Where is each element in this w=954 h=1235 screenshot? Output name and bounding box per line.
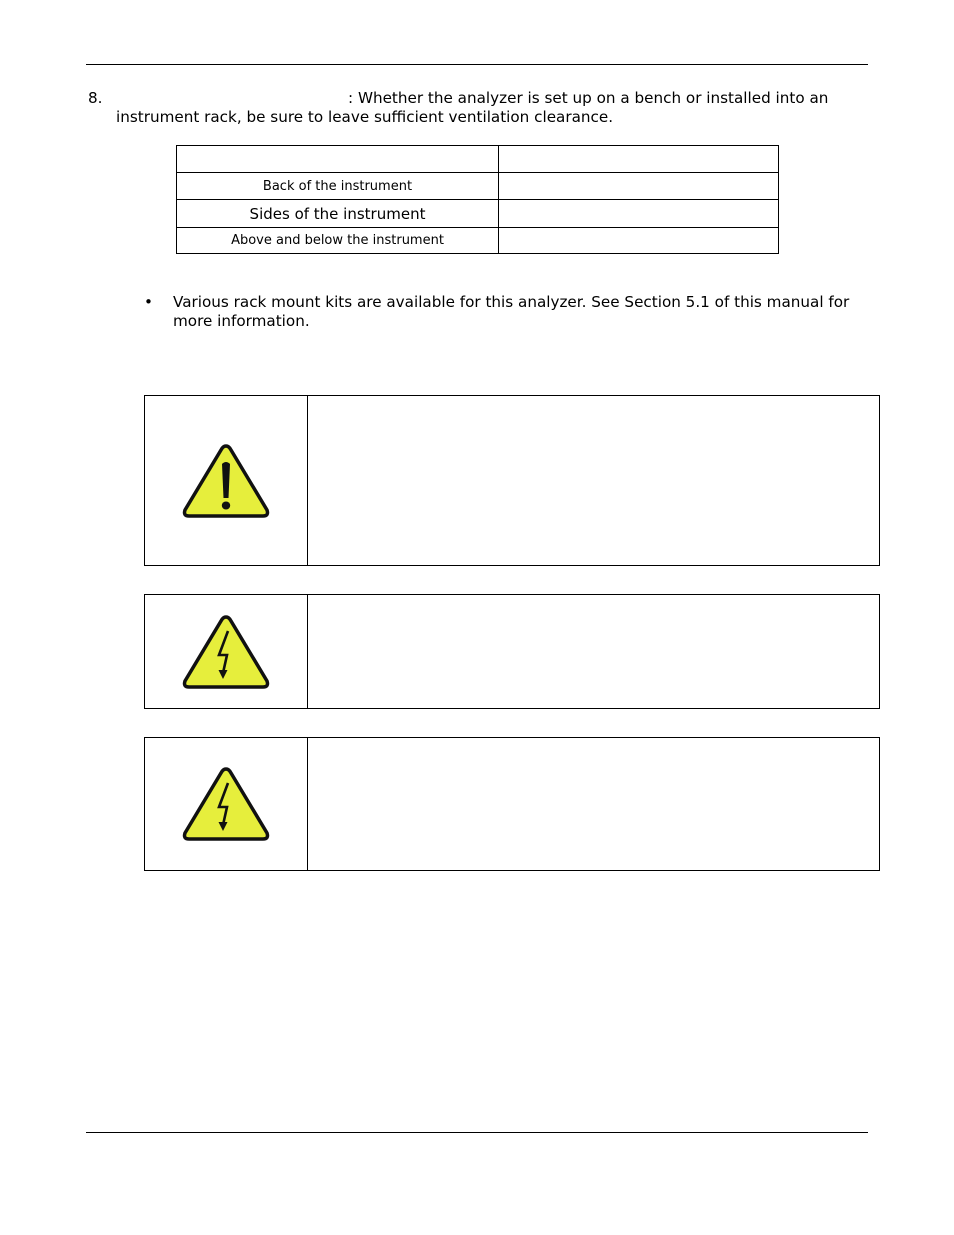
table-row <box>177 200 779 228</box>
table-cell-clearance <box>499 173 779 200</box>
table-row <box>177 173 779 200</box>
footer-rule <box>86 1132 868 1133</box>
warning-icon-cell <box>145 595 308 708</box>
warning-icon-cell <box>145 396 308 565</box>
table-cell-location: Sides of the instrument <box>177 200 499 228</box>
table-cell-clearance <box>499 228 779 254</box>
exclamation-warning-icon <box>181 442 271 520</box>
warning-icon-cell <box>145 738 308 870</box>
bullet-marker: • <box>144 293 153 311</box>
step-text-line-1: : Whether the analyzer is set up on a bench or installed into an <box>348 89 829 107</box>
step-text-line-2: instrument rack, be sure to leave sufficient ventilation clearance. <box>116 108 614 126</box>
table-cell-location: Above and below the instrument <box>177 228 499 254</box>
table-cell-clearance <box>499 146 779 173</box>
electrical-hazard-icon <box>181 613 271 691</box>
table-cell-location <box>177 146 499 173</box>
warning-text-cell <box>307 738 879 870</box>
electrical-hazard-icon <box>181 765 271 843</box>
bullet-text: Various rack mount kits are available for this analyzer. See Section 5.1 of this manual for more information. <box>173 293 850 330</box>
warning-box-electrical-2 <box>144 737 880 871</box>
table-row <box>177 228 779 254</box>
table-cell-clearance <box>499 200 779 228</box>
header-rule <box>86 64 868 65</box>
warning-text-cell <box>307 396 879 565</box>
step-number: 8. <box>88 89 103 107</box>
table-row <box>177 146 779 173</box>
warning-text-cell <box>307 595 879 708</box>
table-cell-location: Back of the instrument <box>177 173 499 200</box>
warning-box-electrical-1 <box>144 594 880 709</box>
ventilation-clearance-table <box>176 145 779 254</box>
warning-box-general <box>144 395 880 566</box>
